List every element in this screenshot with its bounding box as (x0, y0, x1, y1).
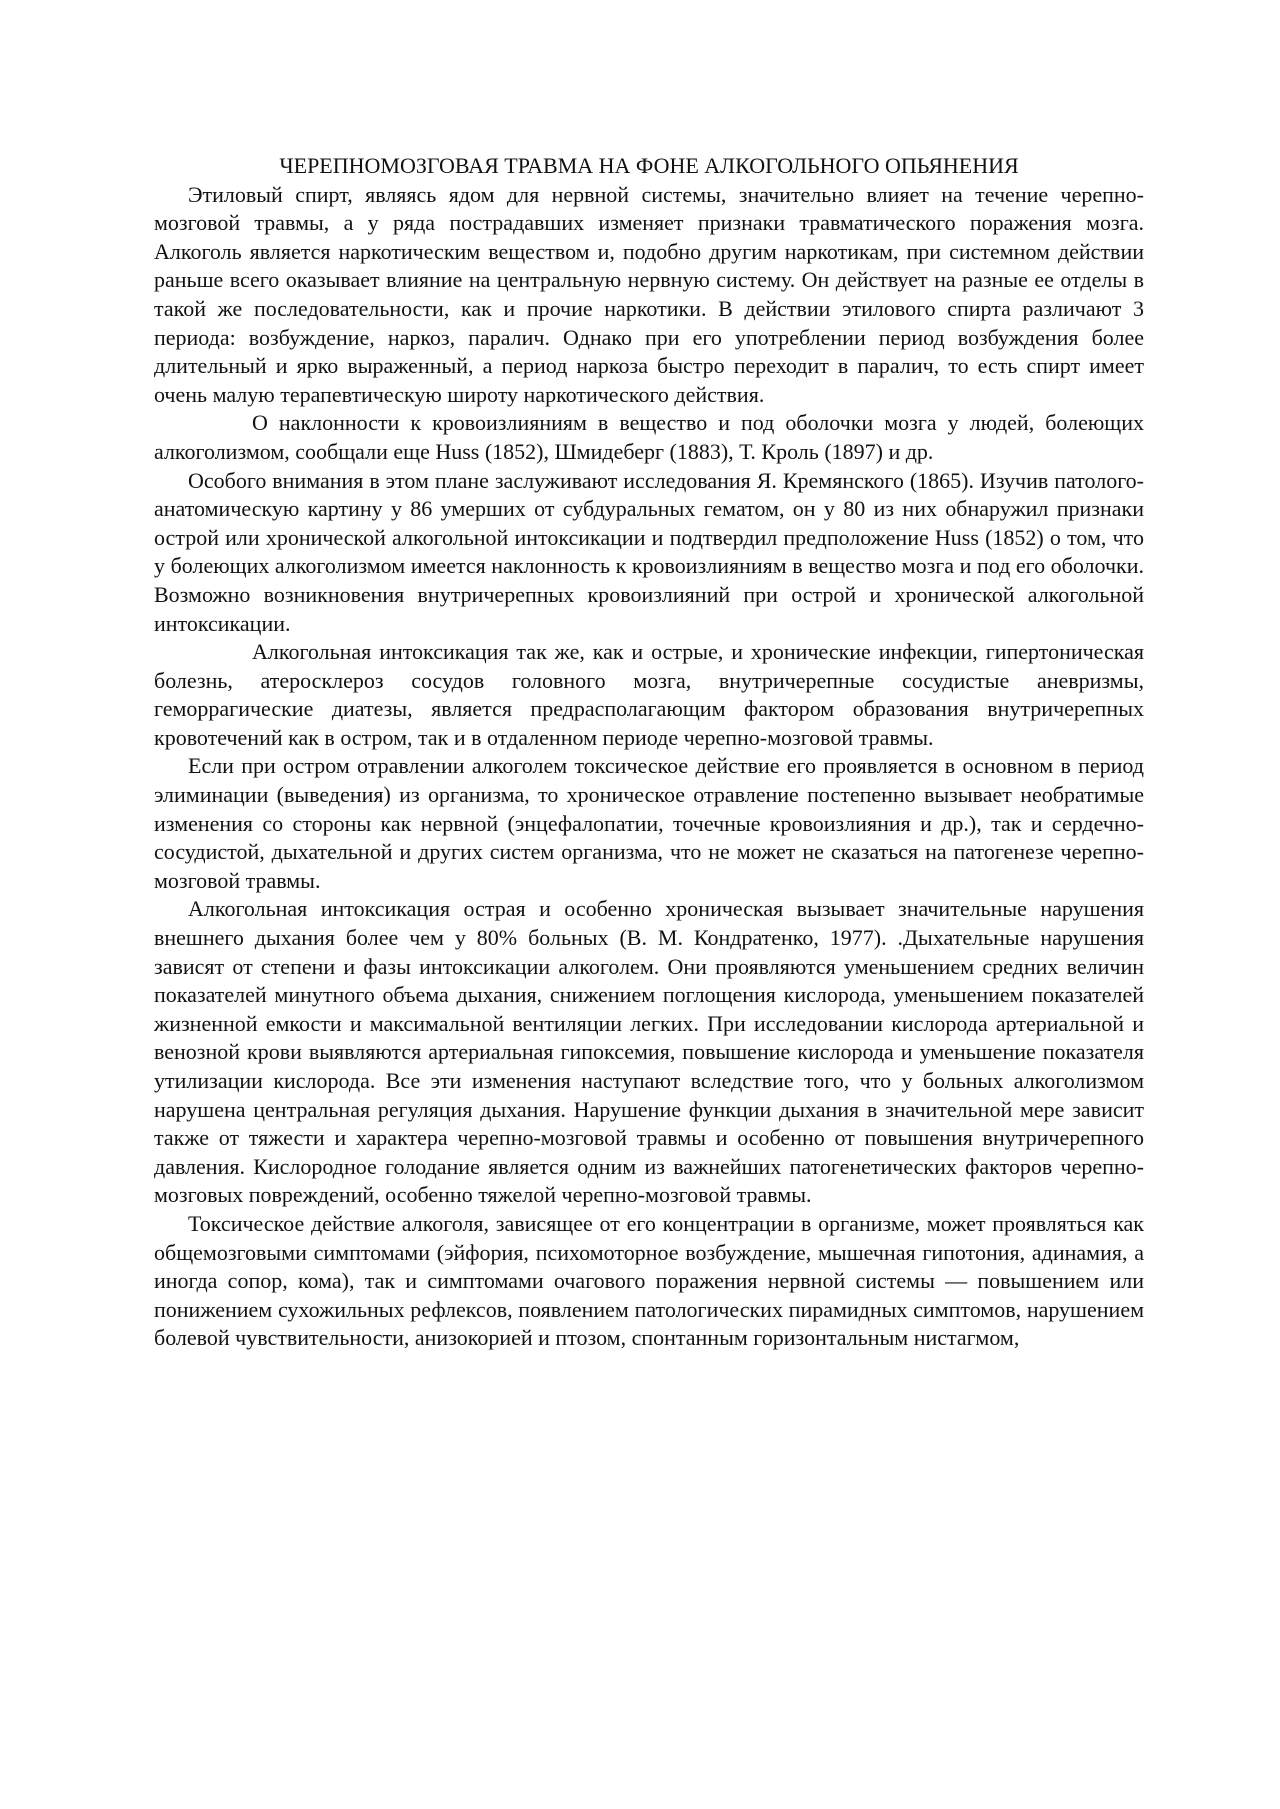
paragraph-predisposing-factors: Алкогольная интоксикация так же, как и острые, и хронические инфекции, гипертоническая болезнь, атеросклероз сосудов головного мозга, внутричерепные сосудистые аневризмы, геморрагические диатезы, является предрасполагающим фактором образования внутричерепных кровотечений как в остром, так и в отдаленном периоде черепно-мозговой травмы. (154, 639, 1144, 750)
paragraph-poisoning-effects: Если при остром отравлении алкоголем токсическое действие его проявляется в основном в период элиминации (выведения) из организма, то хроническое отравление постепенно вызывает необратимые изменения со стороны как нервной (энцефалопатии, точечные кровоизлияния и др.), так и сердечно-сосудистой, дыхательной и других систем организма, что не может не сказаться на патогенезе черепно-мозговой травмы. (154, 753, 1144, 893)
paragraph-ethanol-effects: Этиловый спирт, являясь ядом для нервной системы, значительно влияет на течение черепно-мозговой травмы, а у ряда пострадавших изменяет признаки травматического поражения мозга. Алкоголь является наркотическим веществом и, подобно другим наркотикам, при системном действии раньше всего оказывает влияние на центральную нервную систему. Он действует на разные ее отделы в такой же последовательности, как и прочие наркотики. В действии этилового спирта различают 3 периода: возбуждение, наркоз, паралич. Однако при его употреблении период возбуждения более длительный и ярко выраженный, а период наркоза быстро переходит в паралич, то есть спирт имеет очень малую терапевтическую широту наркотического действия. (154, 181, 1144, 407)
paragraph-kremyansky-study: Особого внимания в этом плане заслуживают исследования Я. Кремянского (1865). Изучив патолого-анатомическую картину у 86 умерших от субдуральных гематом, он у 80 из них обнаружил признаки острой или хронической алкогольной интоксикации и подтвердил предположение Huss (1852) о том, что у болеющих алкоголизмом имеется наклонность к кровоизлияниям в вещество мозга и под его оболочки. Возможно возникновения внутричерепных кровоизлияний при острой и хронической алкогольной интоксикации. (154, 467, 1144, 636)
paragraph-hemorrhage-tendency: О наклонности к кровоизлияниям в вещество и под оболочки мозга у людей, болеющих алкоголизмом, сообщали еще Huss (1852), Шмидеберг (1883), Т. Кроль (1897) и др. (154, 410, 1144, 464)
paragraph-toxic-symptoms: Токсическое действие алкоголя, зависящее от его концентрации в организме, может проявляться как общемозговыми симптомами (эйфория, психомоторное возбуждение, мышечная гипотония, адинамия, а иногда сопор, кома), так и симптомами очагового поражения нервной системы — повышением или понижением сухожильных рефлексов, появлением патологических пирамидных симптомов, нарушением болевой чувствительности, анизокорией и птозом, спонтанным горизонтальным нистагмом, (154, 1210, 1144, 1351)
document-body (154, 152, 1144, 1353)
document-title: ЧЕРЕПНОМОЗГОВАЯ ТРАВМА НА ФОНЕ АЛКОГОЛЬНОГО ОПЬЯНЕНИЯ (279, 153, 1019, 178)
paragraph-respiratory-disorders: Алкогольная интоксикация острая и особенно хроническая вызывает значительные нарушения внешнего дыхания более чем у 80% больных (В. М. Кондратенко, 1977). .Дыхательные нарушения зависят от степени и фазы интоксикации алкоголем. Они проявляются уменьшением средних величин показателей минутного объема дыхания, снижением поглощения кислорода, уменьшением показателей жизненной емкости и максимальной вентиляции легких. При исследовании кислорода артериальной и венозной крови выявляются артериальная гипоксемия, повышение кислорода и уменьшение показателя утилизации кислорода. Все эти изменения наступают вследствие того, что у больных алкоголизмом нарушена центральная регуляция дыхания. Нарушение функции дыхания в значительной мере зависит также от тяжести и характера черепно-мозговой травмы и особенно от повышения внутричерепного давления. Кислородное голодание является одним из важнейших патогенетических факторов черепно-мозговых повреждений, особенно тяжелой черепно-мозговой травмы. (154, 896, 1144, 1208)
